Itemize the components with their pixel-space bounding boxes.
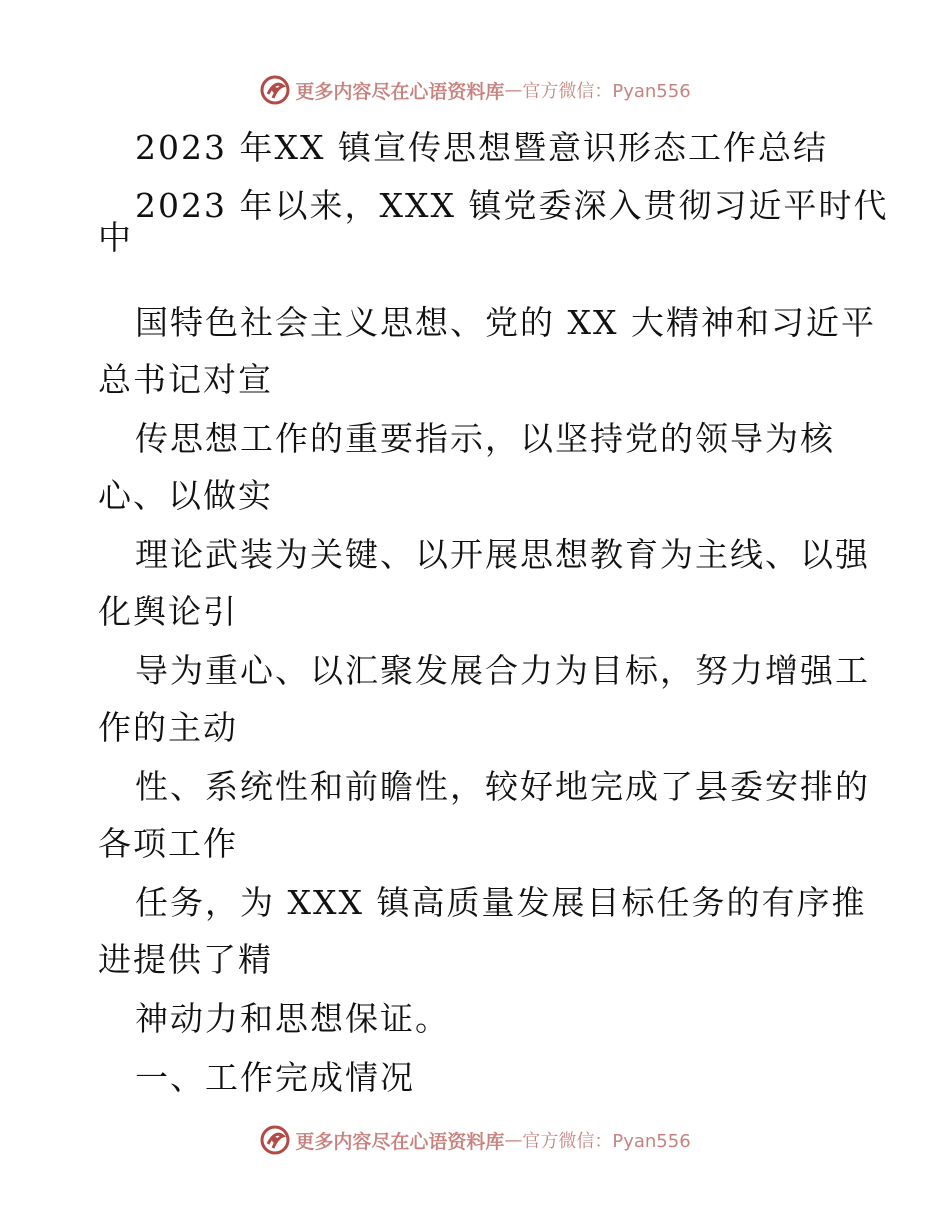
watermark-dash: — — [504, 1129, 523, 1151]
section-heading: 一、工作完成情况 — [135, 1058, 415, 1097]
watermark-text: 更多内容尽在心语资料库 — [295, 80, 505, 103]
red-swirl-logo-icon — [259, 74, 291, 106]
watermark-text: 更多内容尽在心语资料库 — [295, 1130, 505, 1153]
paragraph-line: 导为重心、以汇聚发展合力为目标，努力增强工 — [135, 651, 870, 690]
paragraph-line: 作的主动 — [98, 708, 238, 747]
red-swirl-logo-icon — [259, 1124, 291, 1156]
watermark-banner-top — [0, 68, 950, 112]
paragraph-line: 心、以做实 — [98, 476, 273, 515]
paragraph-line: 各项工作 — [98, 824, 238, 863]
paragraph-line: 进提供了精 — [98, 940, 273, 979]
watermark-wechat: 官方微信：Pyan556 — [522, 81, 691, 102]
paragraph-line: 任务，为 XXX 镇高质量发展目标任务的有序推 — [135, 883, 867, 922]
paragraph-line: 传思想工作的重要指示，以坚持党的领导为核 — [135, 419, 835, 458]
paragraph-line: 性、系统性和前瞻性，较好地完成了县委安排的 — [135, 767, 870, 806]
watermark-banner-bottom — [0, 1118, 950, 1162]
paragraph-line: 总书记对宣 — [98, 360, 273, 399]
document-title: 2023 年XX 镇宣传思想暨意识形态工作总结 — [135, 128, 828, 167]
watermark-wechat: 官方微信：Pyan556 — [522, 1131, 691, 1152]
paragraph-line: 中 — [98, 218, 133, 257]
paragraph-line: 神动力和思想保证。 — [135, 999, 450, 1038]
watermark-dash: — — [504, 79, 523, 101]
paragraph-line: 2023 年以来，XXX 镇党委深入贯彻习近平时代 — [135, 186, 889, 225]
paragraph-line: 化舆论引 — [98, 592, 238, 631]
paragraph-line: 理论武装为关键、以开展思想教育为主线、以强 — [135, 535, 870, 574]
paragraph-line: 国特色社会主义思想、党的 XX 大精神和习近平 — [135, 303, 876, 342]
